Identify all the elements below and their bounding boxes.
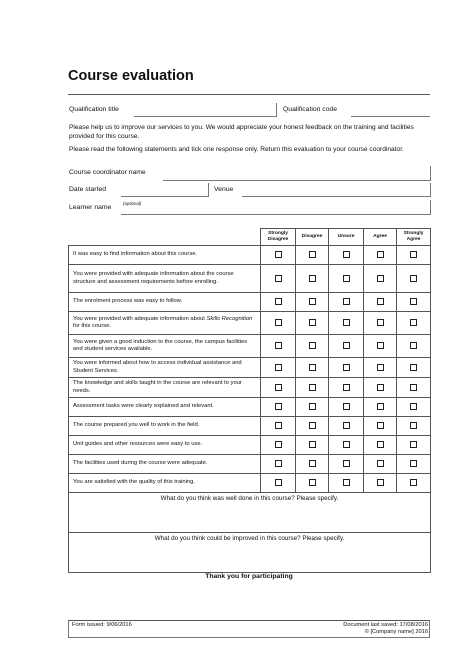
learner-name-label: Learner name: [69, 204, 112, 211]
table-row: [69, 335, 431, 358]
checkbox-disagree[interactable]: [309, 364, 316, 371]
checkbox-unsure[interactable]: [343, 403, 350, 410]
checkbox-strongly-agree[interactable]: [410, 319, 417, 326]
checkbox-strongly-agree[interactable]: [410, 479, 417, 486]
checkbox-unsure[interactable]: [343, 298, 350, 305]
open-question-row: [69, 493, 431, 533]
checkbox-strongly-disagree[interactable]: [275, 364, 282, 371]
checkbox-strongly-disagree[interactable]: [275, 422, 282, 429]
checkbox-agree[interactable]: [377, 319, 384, 326]
checkbox-unsure[interactable]: [343, 342, 350, 349]
learner-name-field[interactable]: [121, 214, 430, 215]
statement-text: You are satisfied with the quality of this training.: [69, 474, 261, 493]
checkbox-unsure[interactable]: [343, 319, 350, 326]
table-row: [69, 265, 431, 293]
table-row: [69, 312, 431, 335]
checkbox-disagree[interactable]: [309, 422, 316, 429]
statement-text: You were provided with adequate information about the course structure and assessment requirements before enrolling.: [69, 265, 261, 293]
checkbox-unsure[interactable]: [343, 251, 350, 258]
checkbox-agree[interactable]: [377, 384, 384, 391]
table-row: [69, 436, 431, 455]
checkbox-agree[interactable]: [377, 251, 384, 258]
checkbox-strongly-agree[interactable]: [410, 403, 417, 410]
checkbox-disagree[interactable]: [309, 298, 316, 305]
header-strongly-agree: Strongly Agree: [397, 229, 431, 246]
course-coordinator-label: Course coordinator name: [69, 169, 146, 176]
header-blank-cell: [69, 229, 261, 246]
checkbox-unsure[interactable]: [343, 460, 350, 467]
header-disagree: Disagree: [296, 229, 329, 246]
statement-text: You were provided with adequate information about Skills Recognition for this course.: [69, 312, 261, 335]
checkbox-strongly-agree[interactable]: [410, 384, 417, 391]
open-question-row: [69, 533, 431, 573]
checkbox-unsure[interactable]: [343, 422, 350, 429]
checkbox-strongly-disagree[interactable]: [275, 298, 282, 305]
field-separator: [276, 103, 277, 117]
checkbox-unsure[interactable]: [343, 441, 350, 448]
field-separator: [208, 183, 209, 197]
document-saved-date: Document last saved: 17/08/2016: [343, 622, 428, 628]
copyright-text: © [Company name] 2016: [364, 629, 428, 635]
checkbox-unsure[interactable]: [343, 364, 350, 371]
statement-text: It was easy to find information about this course.: [69, 246, 261, 265]
checkbox-strongly-agree[interactable]: [410, 251, 417, 258]
checkbox-strongly-disagree[interactable]: [275, 384, 282, 391]
date-started-field[interactable]: [121, 196, 208, 197]
table-header-row: [69, 229, 431, 246]
statement-text: Assessment tasks were clearly explained and relevant.: [69, 398, 261, 417]
checkbox-strongly-agree[interactable]: [410, 275, 417, 282]
qualification-code-label: Qualification code: [283, 106, 338, 113]
checkbox-disagree[interactable]: [309, 441, 316, 448]
title-divider: [68, 94, 430, 95]
venue-label: Venue: [214, 186, 234, 193]
statement-text: The course prepared you well to work in the field.: [69, 417, 261, 436]
field-border: [430, 200, 431, 215]
checkbox-agree[interactable]: [377, 298, 384, 305]
checkbox-agree[interactable]: [377, 342, 384, 349]
well-done-question-text: What do you think was well done in this course? Please specify.: [160, 495, 339, 502]
checkbox-disagree[interactable]: [309, 384, 316, 391]
checkbox-strongly-disagree[interactable]: [275, 319, 282, 326]
header-unsure: Unsure: [329, 229, 364, 246]
checkbox-strongly-disagree[interactable]: [275, 251, 282, 258]
qualification-title-field[interactable]: [134, 116, 276, 117]
checkbox-strongly-disagree[interactable]: [275, 403, 282, 410]
checkbox-unsure[interactable]: [343, 275, 350, 282]
thank-you-text: Thank you for participating: [205, 573, 293, 580]
table-row: [69, 455, 431, 474]
field-border: [430, 183, 431, 197]
improvement-question-text: What do you think could be improved in this course? Please specify.: [154, 535, 345, 542]
checkbox-disagree[interactable]: [309, 342, 316, 349]
date-started-label: Date started: [69, 186, 107, 193]
checkbox-strongly-disagree[interactable]: [275, 479, 282, 486]
checkbox-disagree[interactable]: [309, 251, 316, 258]
checkbox-strongly-agree[interactable]: [410, 298, 417, 305]
header-strongly-disagree: Strongly Disagree: [261, 229, 296, 246]
statement-text: The knowledge and skills taught in the course are relevant to your needs.: [69, 378, 261, 398]
statement-text: The enrolment process was easy to follow.: [69, 293, 261, 312]
checkbox-agree[interactable]: [377, 403, 384, 410]
field-border: [430, 166, 431, 181]
table-row: [69, 378, 431, 398]
qualification-code-field[interactable]: [351, 116, 430, 117]
venue-field[interactable]: [242, 196, 430, 197]
optional-note: (optional): [123, 201, 142, 206]
checkbox-strongly-agree[interactable]: [410, 422, 417, 429]
checkbox-agree[interactable]: [377, 479, 384, 486]
table-row: [69, 417, 431, 436]
checkbox-disagree[interactable]: [309, 403, 316, 410]
qualification-title-label: Qualification title: [69, 106, 119, 113]
checkbox-strongly-agree[interactable]: [410, 460, 417, 467]
statement-text: You were given a good induction to the course, the campus facilities and student services available.: [69, 335, 261, 358]
footer-right: [343, 622, 428, 636]
improvement-question[interactable]: [69, 533, 431, 573]
checkbox-strongly-disagree[interactable]: [275, 460, 282, 467]
checkbox-disagree[interactable]: [309, 319, 316, 326]
table-row: [69, 246, 431, 265]
checkbox-strongly-disagree[interactable]: [275, 342, 282, 349]
checkbox-agree[interactable]: [377, 275, 384, 282]
checkbox-disagree[interactable]: [309, 275, 316, 282]
checkbox-disagree[interactable]: [309, 479, 316, 486]
statement-text: Unit guides and other resources were easy to use.: [69, 436, 261, 455]
checkbox-strongly-disagree[interactable]: [275, 275, 282, 282]
page-title: Course evaluation: [68, 68, 194, 84]
table-row: [69, 398, 431, 417]
checkbox-agree[interactable]: [377, 441, 384, 448]
checkbox-unsure[interactable]: [343, 479, 350, 486]
checkbox-unsure[interactable]: [343, 384, 350, 391]
table-row: [69, 293, 431, 312]
checkbox-disagree[interactable]: [309, 460, 316, 467]
statement-text: You were informed about how to access individual assistance and Student Services.: [69, 358, 261, 378]
checkbox-strongly-disagree[interactable]: [275, 441, 282, 448]
intro-paragraph-2: Please read the following statements and tick one response only. Return this evaluation to your course coordinator.: [69, 146, 404, 153]
header-agree: Agree: [364, 229, 397, 246]
table-row: [69, 358, 431, 378]
table-row: [69, 474, 431, 493]
statement-text: The facilities used during the course were adequate.: [69, 455, 261, 474]
course-coordinator-field[interactable]: [163, 180, 430, 181]
intro-paragraph-1: Please help us to improve our services to you. We would appreciate your honest feedback on the training and facilities provided for this course.: [69, 124, 414, 140]
well-done-question[interactable]: [69, 493, 431, 533]
checkbox-agree[interactable]: [377, 364, 384, 371]
form-issued-date: Form issued: 9/06/2016: [72, 622, 132, 628]
checkbox-strongly-agree[interactable]: [410, 364, 417, 371]
checkbox-agree[interactable]: [377, 460, 384, 467]
evaluation-table: [68, 228, 431, 573]
checkbox-agree[interactable]: [377, 422, 384, 429]
checkbox-strongly-agree[interactable]: [410, 342, 417, 349]
checkbox-strongly-agree[interactable]: [410, 441, 417, 448]
